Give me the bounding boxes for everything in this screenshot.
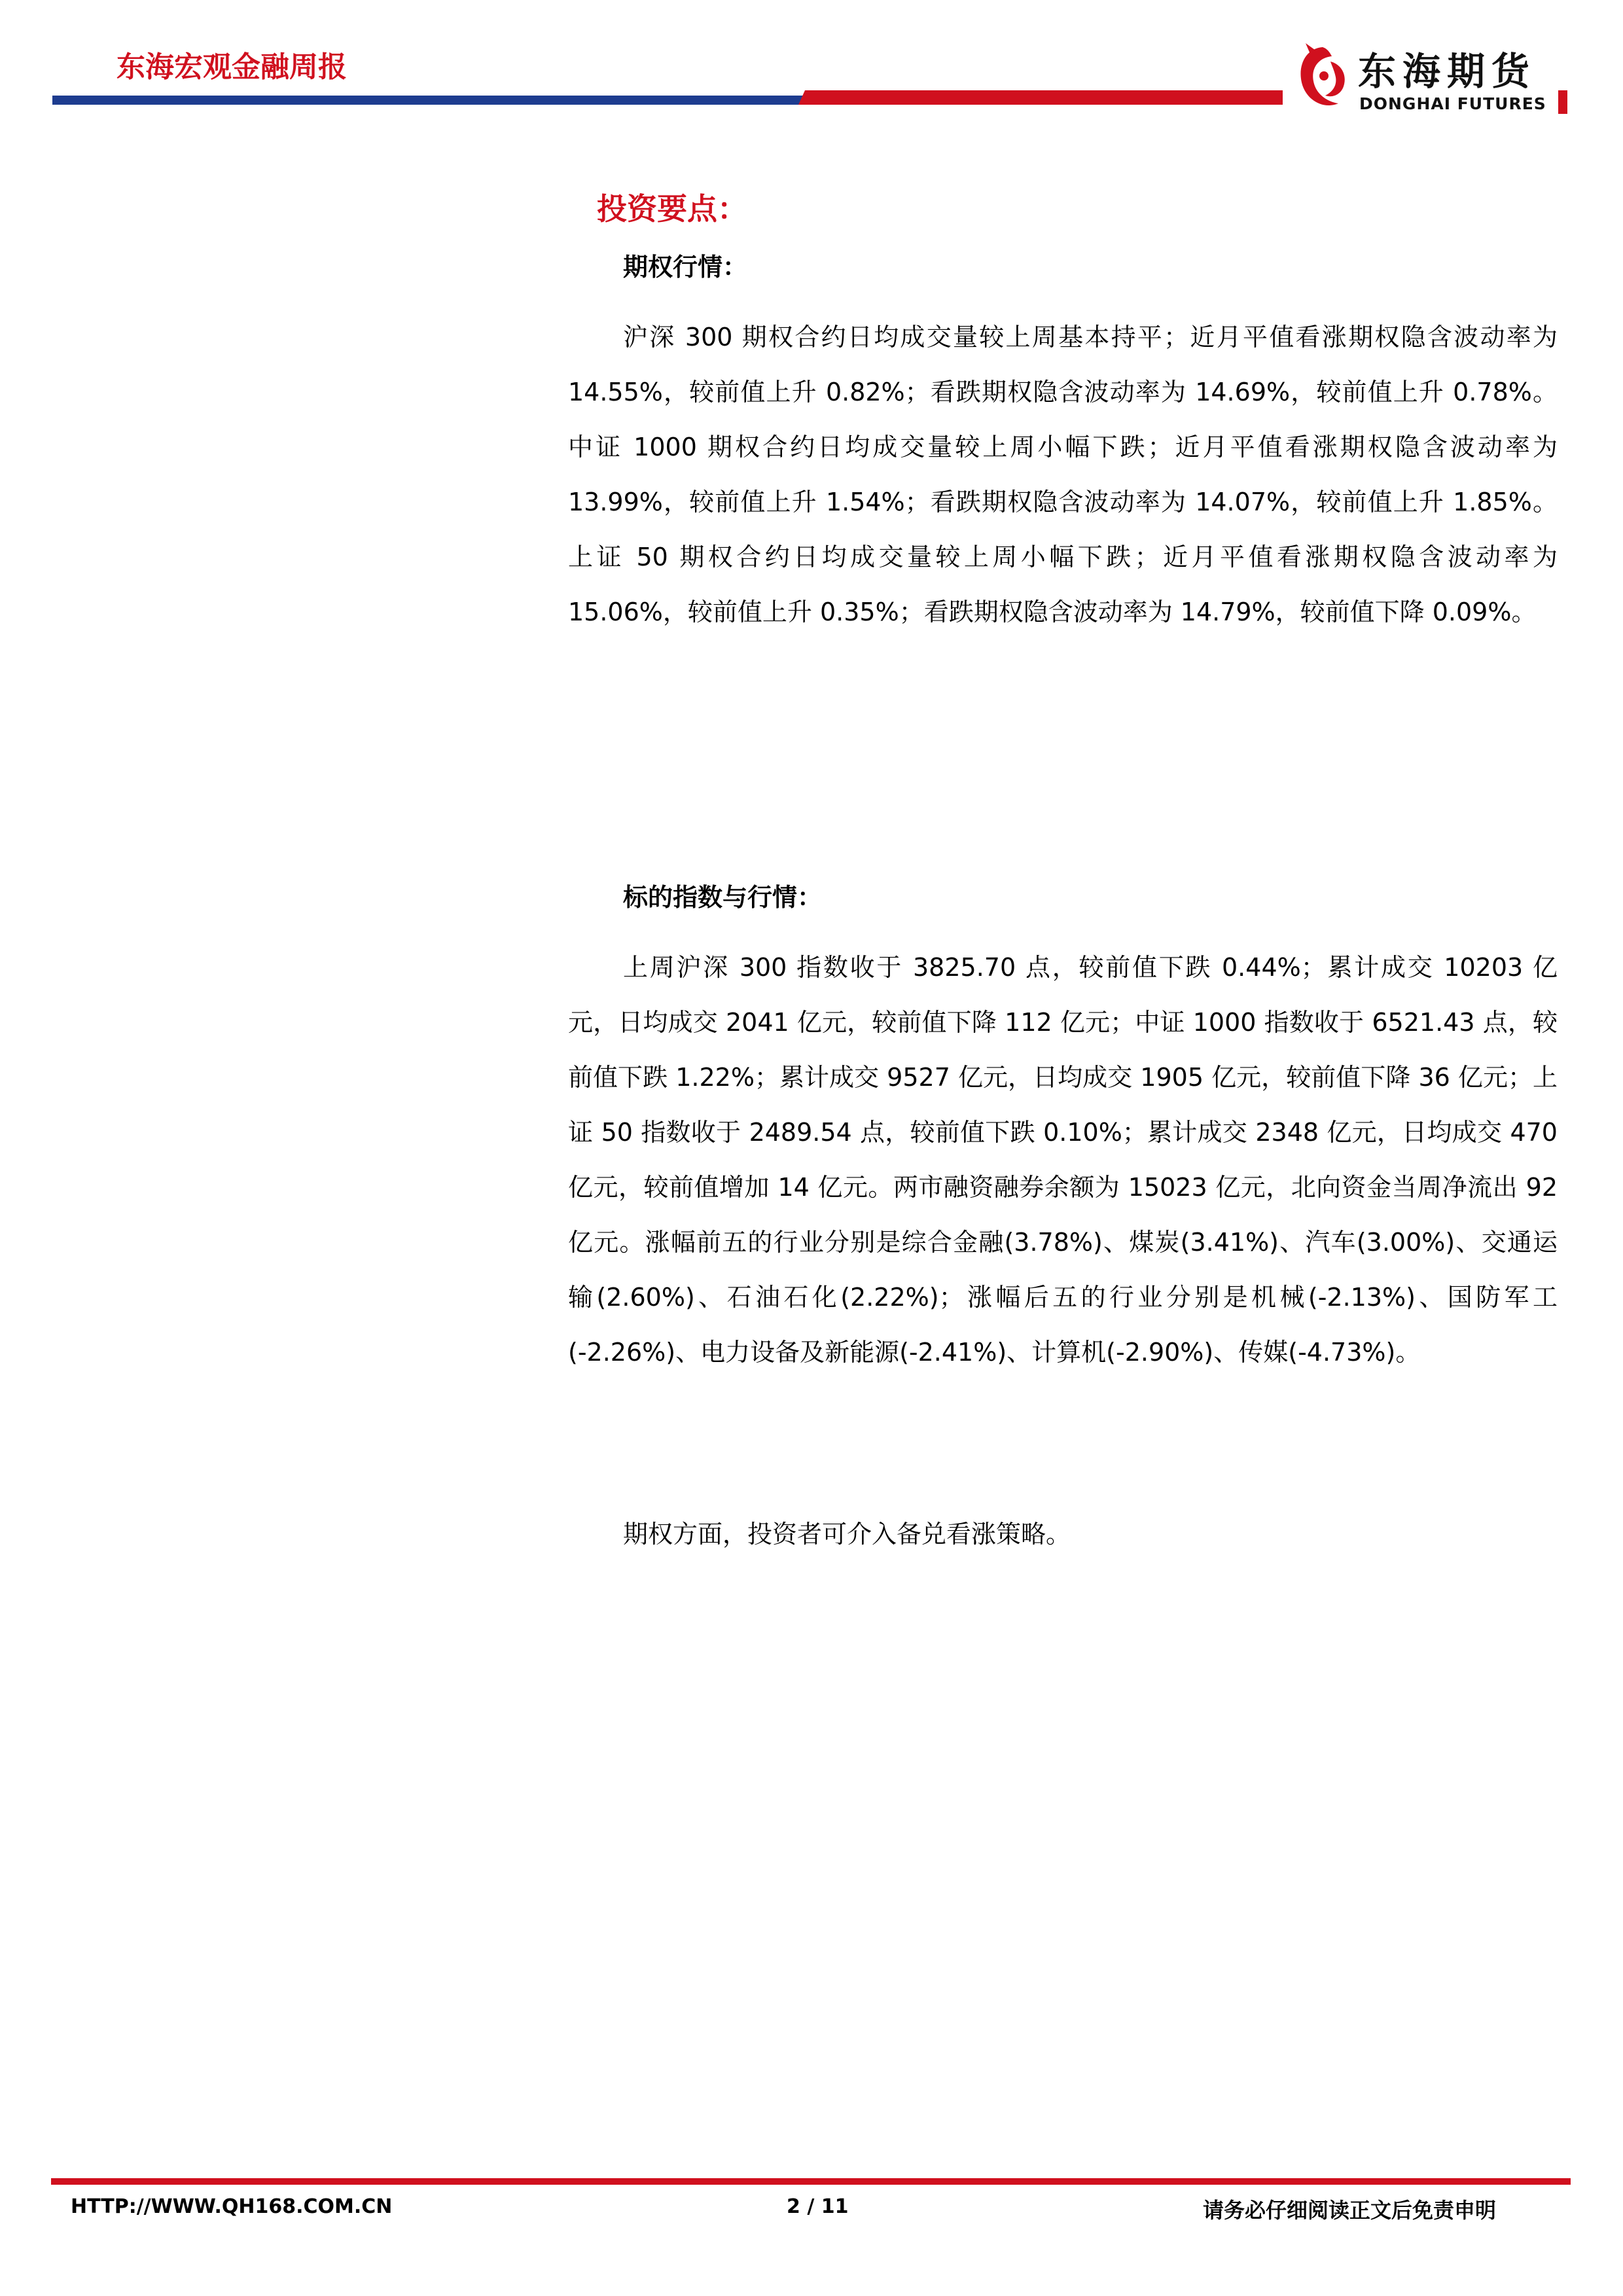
index-paragraph: 上周沪深 300 指数收于 3825.70 点，较前值下跌 0.44%；累计成交 10203 亿元，日均成交 2041 亿元，较前值下降 112 亿元；中证 1000 指数收于 6521.43 点，较前值下跌 1.22%；累计成交 9527 亿元，日均成交 1905 亿元，较前值下降 36 亿元；上证 50 指数收于 2489.54 点，较前值下跌 0.10%；累计成交 2348 亿元，日均成交 470 亿元，较前值增加 14 亿元。两市融资融券余额为 15023 亿元，北向资金当周净流出 92 亿元。涨幅前五的行业分别是综合金融(3.78%)、煤炭(3.41%)、汽车(3.00%)、交通运输(2.60%)、石油石化(2.22%)；涨幅后五的行业分别是机械(-2.13%)、国防军工(-2.26%)、电力设备及新能源(-2.41%)、计算机(-2.90%)、传媒(-4.73%)。	[568, 953, 1558, 1367]
options-heading: 期权行情：	[623, 252, 748, 281]
logo-red-flag	[1558, 90, 1567, 114]
strategy-paragraph: 期权方面，投资者可介入备兑看涨策略。	[623, 1520, 1071, 1549]
header-divider-bar	[52, 90, 1283, 110]
index-heading: 标的指数与行情：	[623, 882, 823, 912]
logo-english-name: DONGHAI FUTURES	[1359, 94, 1546, 113]
dragon-emblem-icon	[1293, 39, 1353, 118]
footer-divider	[51, 2178, 1571, 2185]
options-paragraph: 沪深 300 期权合约日均成交量较上周基本持平；近月平值看涨期权隐含波动率为 14.55%，较前值上升 0.82%；看跌期权隐含波动率为 14.69%，较前值上升 0.78%。中证 1000 期权合约日均成交量较上周小幅下跌；近月平值看涨期权隐含波动率为 13.99%，较前值上升 1.54%；看跌期权隐含波动率为 14.07%，较前值上升 1.85%。上证 50 期权合约日均成交量较上周小幅下跌；近月平值看涨期权隐含波动率为 15.06%，较前值上升 0.35%；看跌期权隐含波动率为 14.79%，较前值下降 0.09%。	[568, 323, 1558, 626]
logo-chinese-name: 东海期货	[1358, 49, 1537, 94]
report-series-title: 东海宏观金融周报	[116, 50, 347, 84]
footer-disclaimer: 请务必仔细阅读正文后免责申明	[1203, 2198, 1497, 2223]
footer-website-link[interactable]: HTTP://WWW.QH168.COM.CN	[71, 2195, 393, 2218]
header-bar-red	[798, 90, 1283, 105]
section-title: 投资要点：	[597, 191, 747, 226]
page-number: 2 / 11	[787, 2195, 849, 2218]
company-logo	[1293, 39, 1580, 118]
